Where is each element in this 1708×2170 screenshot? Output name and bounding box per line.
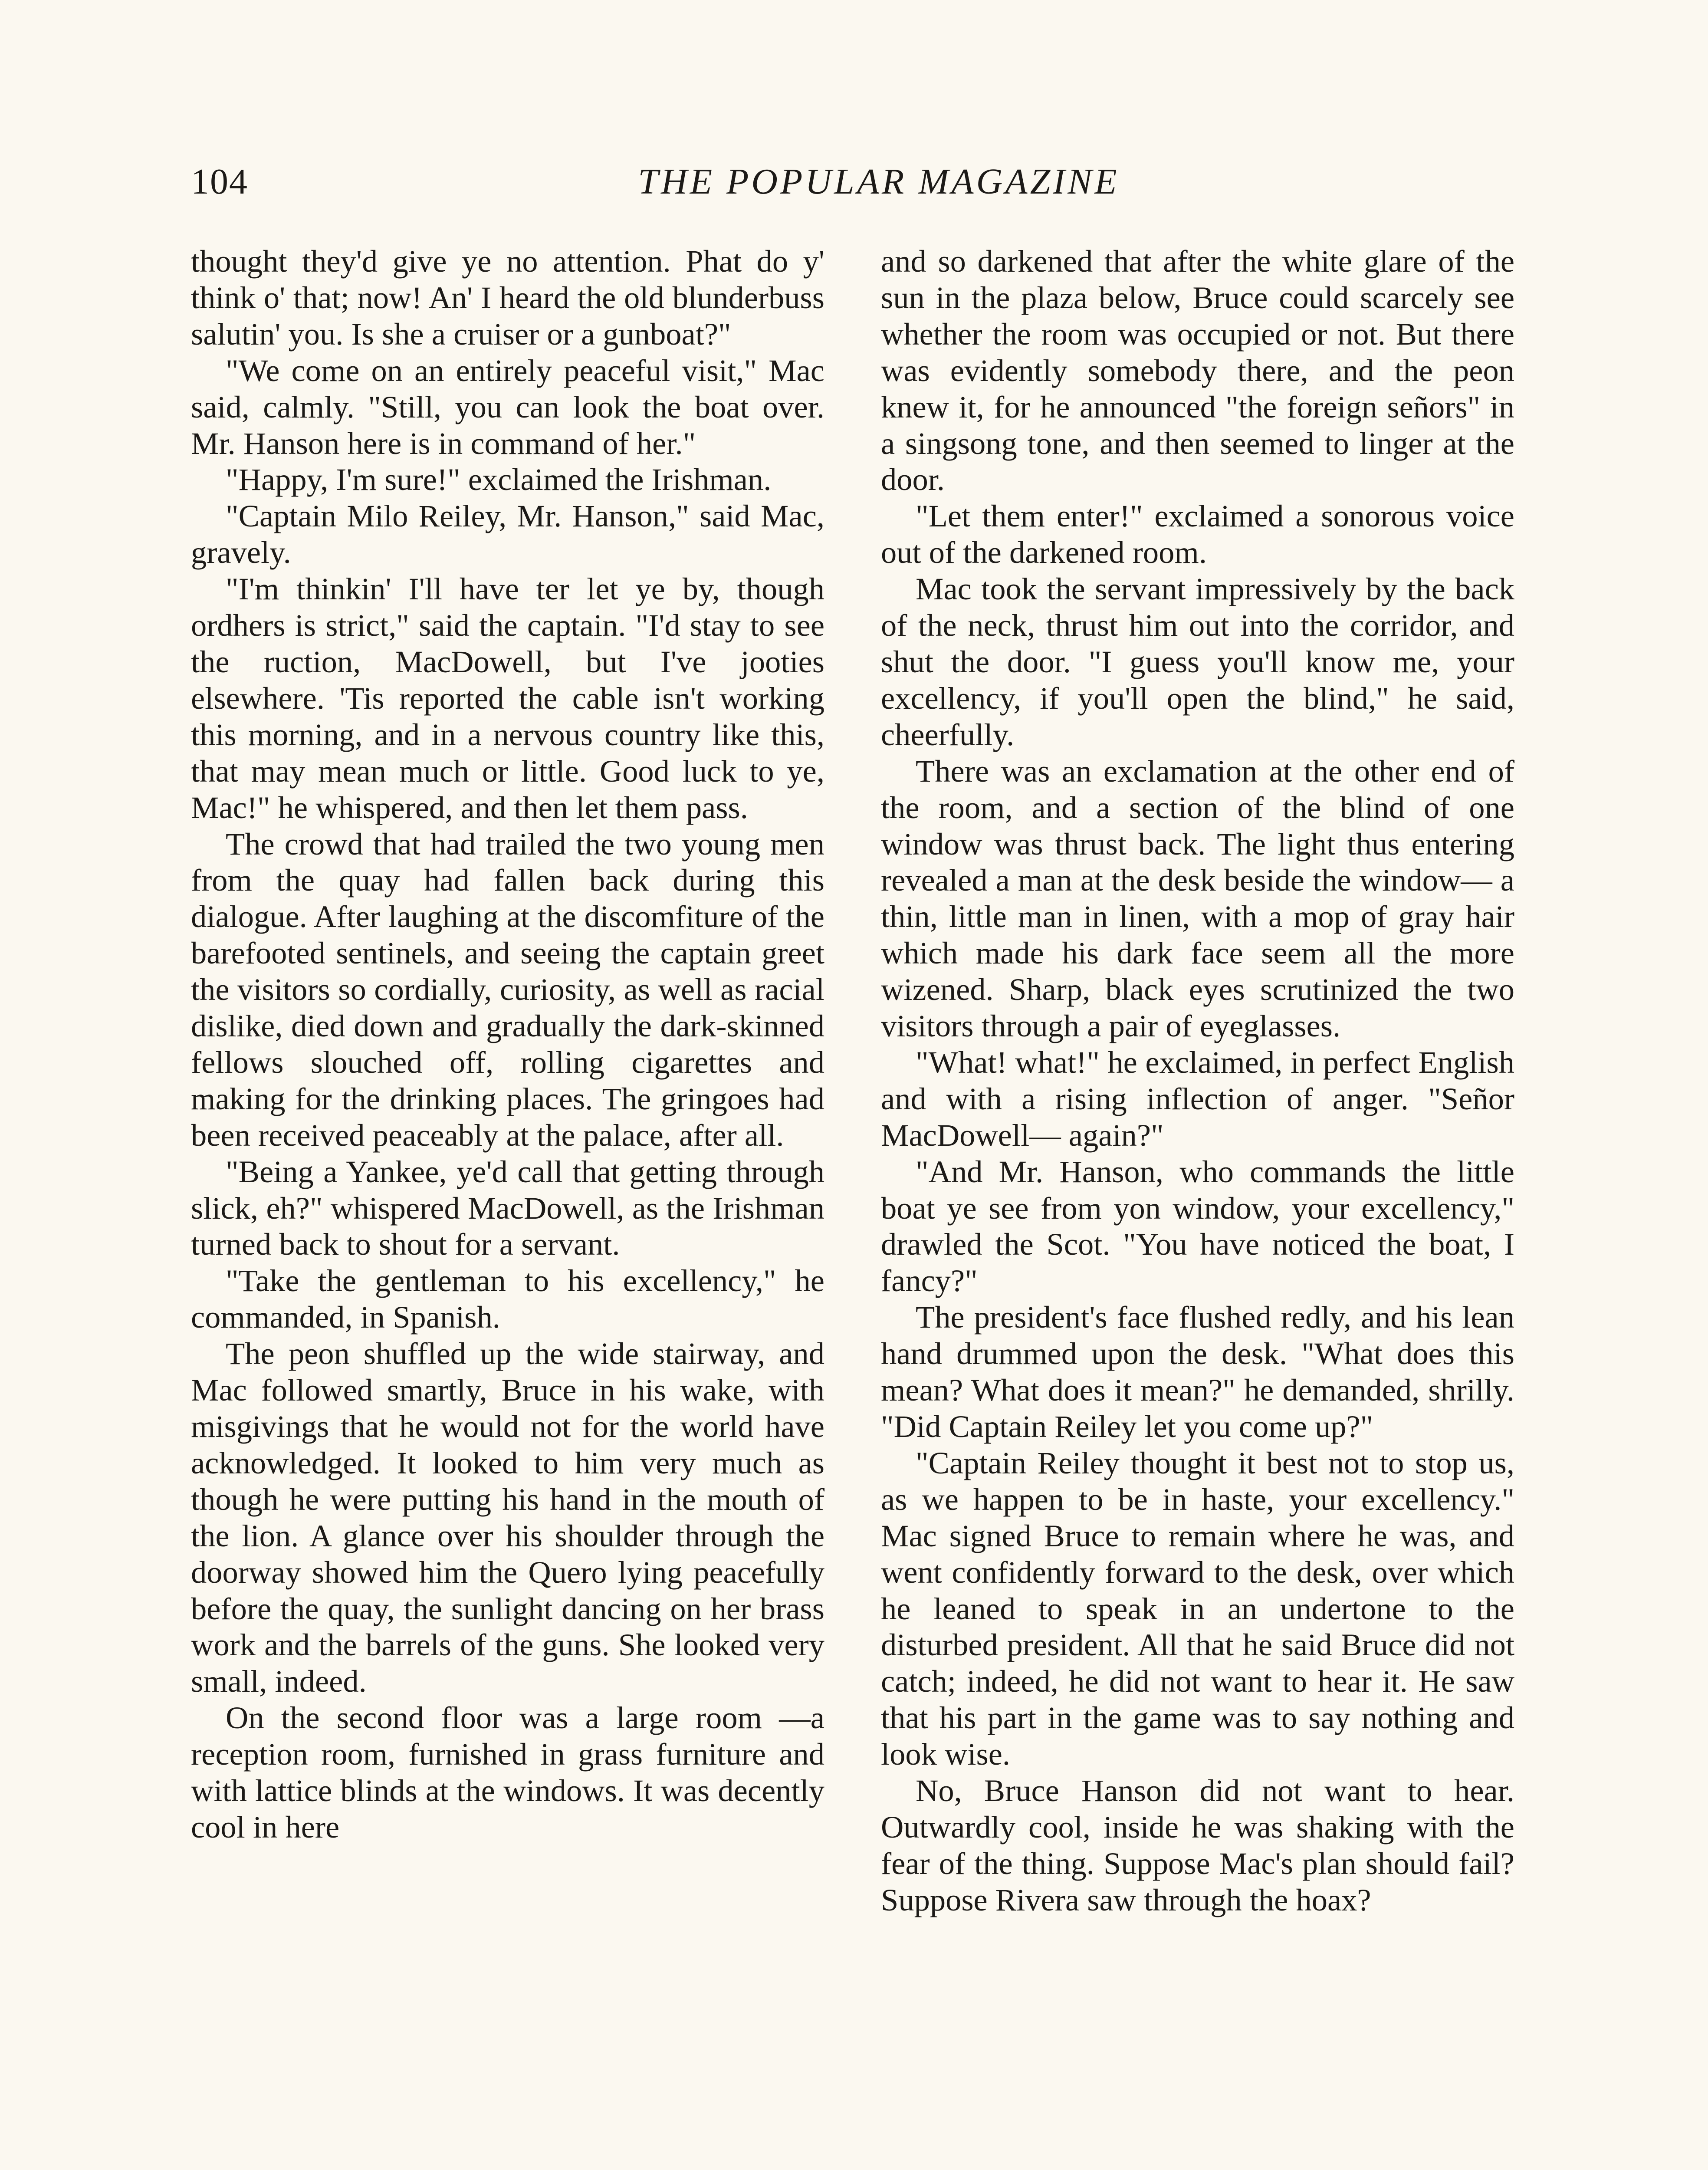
paragraph: On the second floor was a large room —a reception room, furnished in grass furniture and with lattice blinds at the windows. It was decently cool in here bbox=[191, 1700, 824, 1844]
paragraph: There was an exclamation at the other end of the room, and a section of the blind of one window was thrust back. The light thus entering revealed a man at the desk beside the window— a thin, little man in linen, with a mop of gray hair which made his dark face seem all the more wizened. Sharp, black eyes scrutinized the two visitors through a pair of eyeglasses. bbox=[881, 753, 1514, 1044]
paragraph: and so darkened that after the white glare of the sun in the plaza below, Bruce could scarcely see whether the room was occupied or not. But there was evidently somebody there, and the peon knew it, for he announced "the foreign señors" in a singsong tone, and then seemed to linger at the door. bbox=[881, 243, 1514, 497]
running-header bbox=[191, 161, 1567, 213]
page-number: 104 bbox=[191, 161, 248, 202]
paragraph: The peon shuffled up the wide stairway, and Mac followed smartly, Bruce in his wake, with misgivings that he would not for the world have acknowledged. It looked to him very much as though he were putting his hand in the mouth of the lion. A glance over his shoulder through the doorway showed him the Quero lying peacefully before the quay, the sunlight dancing on her brass work and the barrels of the guns. She looked very small, indeed. bbox=[191, 1336, 824, 1699]
magazine-title: THE POPULAR MAGAZINE bbox=[638, 161, 1120, 202]
paragraph: "We come on an entirely peaceful visit," Mac said, calmly. "Still, you can look the boat over. Mr. Hanson here is in command of her." bbox=[191, 352, 824, 461]
paragraph: "Take the gentleman to his excellency," he commanded, in Spanish. bbox=[191, 1263, 824, 1335]
paragraph: "Being a Yankee, ye'd call that getting through slick, eh?" whispered MacDowell, as the Irishman turned back to shout for a servant. bbox=[191, 1154, 824, 1262]
paragraph: The president's face flushed redly, and his lean hand drummed upon the desk. "What does this mean? What does it mean?" he demanded, shrilly. "Did Captain Reiley let you come up?" bbox=[881, 1299, 1514, 1444]
article-body bbox=[191, 243, 1558, 2170]
paragraph: "Captain Milo Reiley, Mr. Hanson," said Mac, gravely. bbox=[191, 498, 824, 570]
paragraph: "And Mr. Hanson, who commands the little boat ye see from yon window, your excellency," drawled the Scot. "You have noticed the boat, I fancy?" bbox=[881, 1154, 1514, 1299]
paragraph: Mac took the servant impressively by the back of the neck, thrust him out into the corridor, and shut the door. "I guess you'll know me, your excellency, if you'll open the blind," he said, cheerfully. bbox=[881, 571, 1514, 752]
paragraph: No, Bruce Hanson did not want to hear. Outwardly cool, inside he was shaking with the fear of the thing. Suppose Mac's plan should fail? Suppose Rivera saw through the hoax? bbox=[881, 1773, 1514, 1917]
right-column bbox=[881, 243, 1514, 1918]
paragraph: "Happy, I'm sure!" exclaimed the Irishman. bbox=[226, 462, 772, 497]
left-column bbox=[191, 243, 824, 1845]
paragraph: "I'm thinkin' I'll have ter let ye by, though ordhers is strict," said the captain. "I'd stay to see the ruction, MacDowell, but I've jooties elsewhere. 'Tis reported the cable isn't working this morning, and in a nervous country like this, that may mean much or little. Good luck to ye, Mac!" he whispered, and then let them pass. bbox=[191, 571, 824, 825]
paragraph: thought they'd give ye no attention. Phat do y' think o' that; now! An' I heard the old blunderbuss salutin' you. Is she a cruiser or a gunboat?" bbox=[191, 243, 824, 352]
paragraph: The crowd that had trailed the two young men from the quay had fallen back during this dialogue. After laughing at the discomfiture of the barefooted sentinels, and seeing the captain greet the visitors so cordially, curiosity, as well as racial dislike, died down and gradually the dark-skinned fellows slouched off, rolling cigarettes and making for the drinking places. The gringoes had been received peaceably at the palace, after all. bbox=[191, 826, 824, 1153]
paragraph: "Captain Reiley thought it best not to stop us, as we happen to be in haste, your excellency." Mac signed Bruce to remain where he was, and went confidently forward to the desk, over which he leaned to speak in an undertone to the disturbed president. All that he said Bruce did not catch; indeed, he did not want to hear it. He saw that his part in the game was to say nothing and look wise. bbox=[881, 1445, 1514, 1772]
paragraph: "Let them enter!" exclaimed a sonorous voice out of the darkened room. bbox=[881, 498, 1514, 570]
paragraph: "What! what!" he exclaimed, in perfect English and with a rising inflection of anger. "Señor MacDowell— again?" bbox=[881, 1044, 1514, 1153]
